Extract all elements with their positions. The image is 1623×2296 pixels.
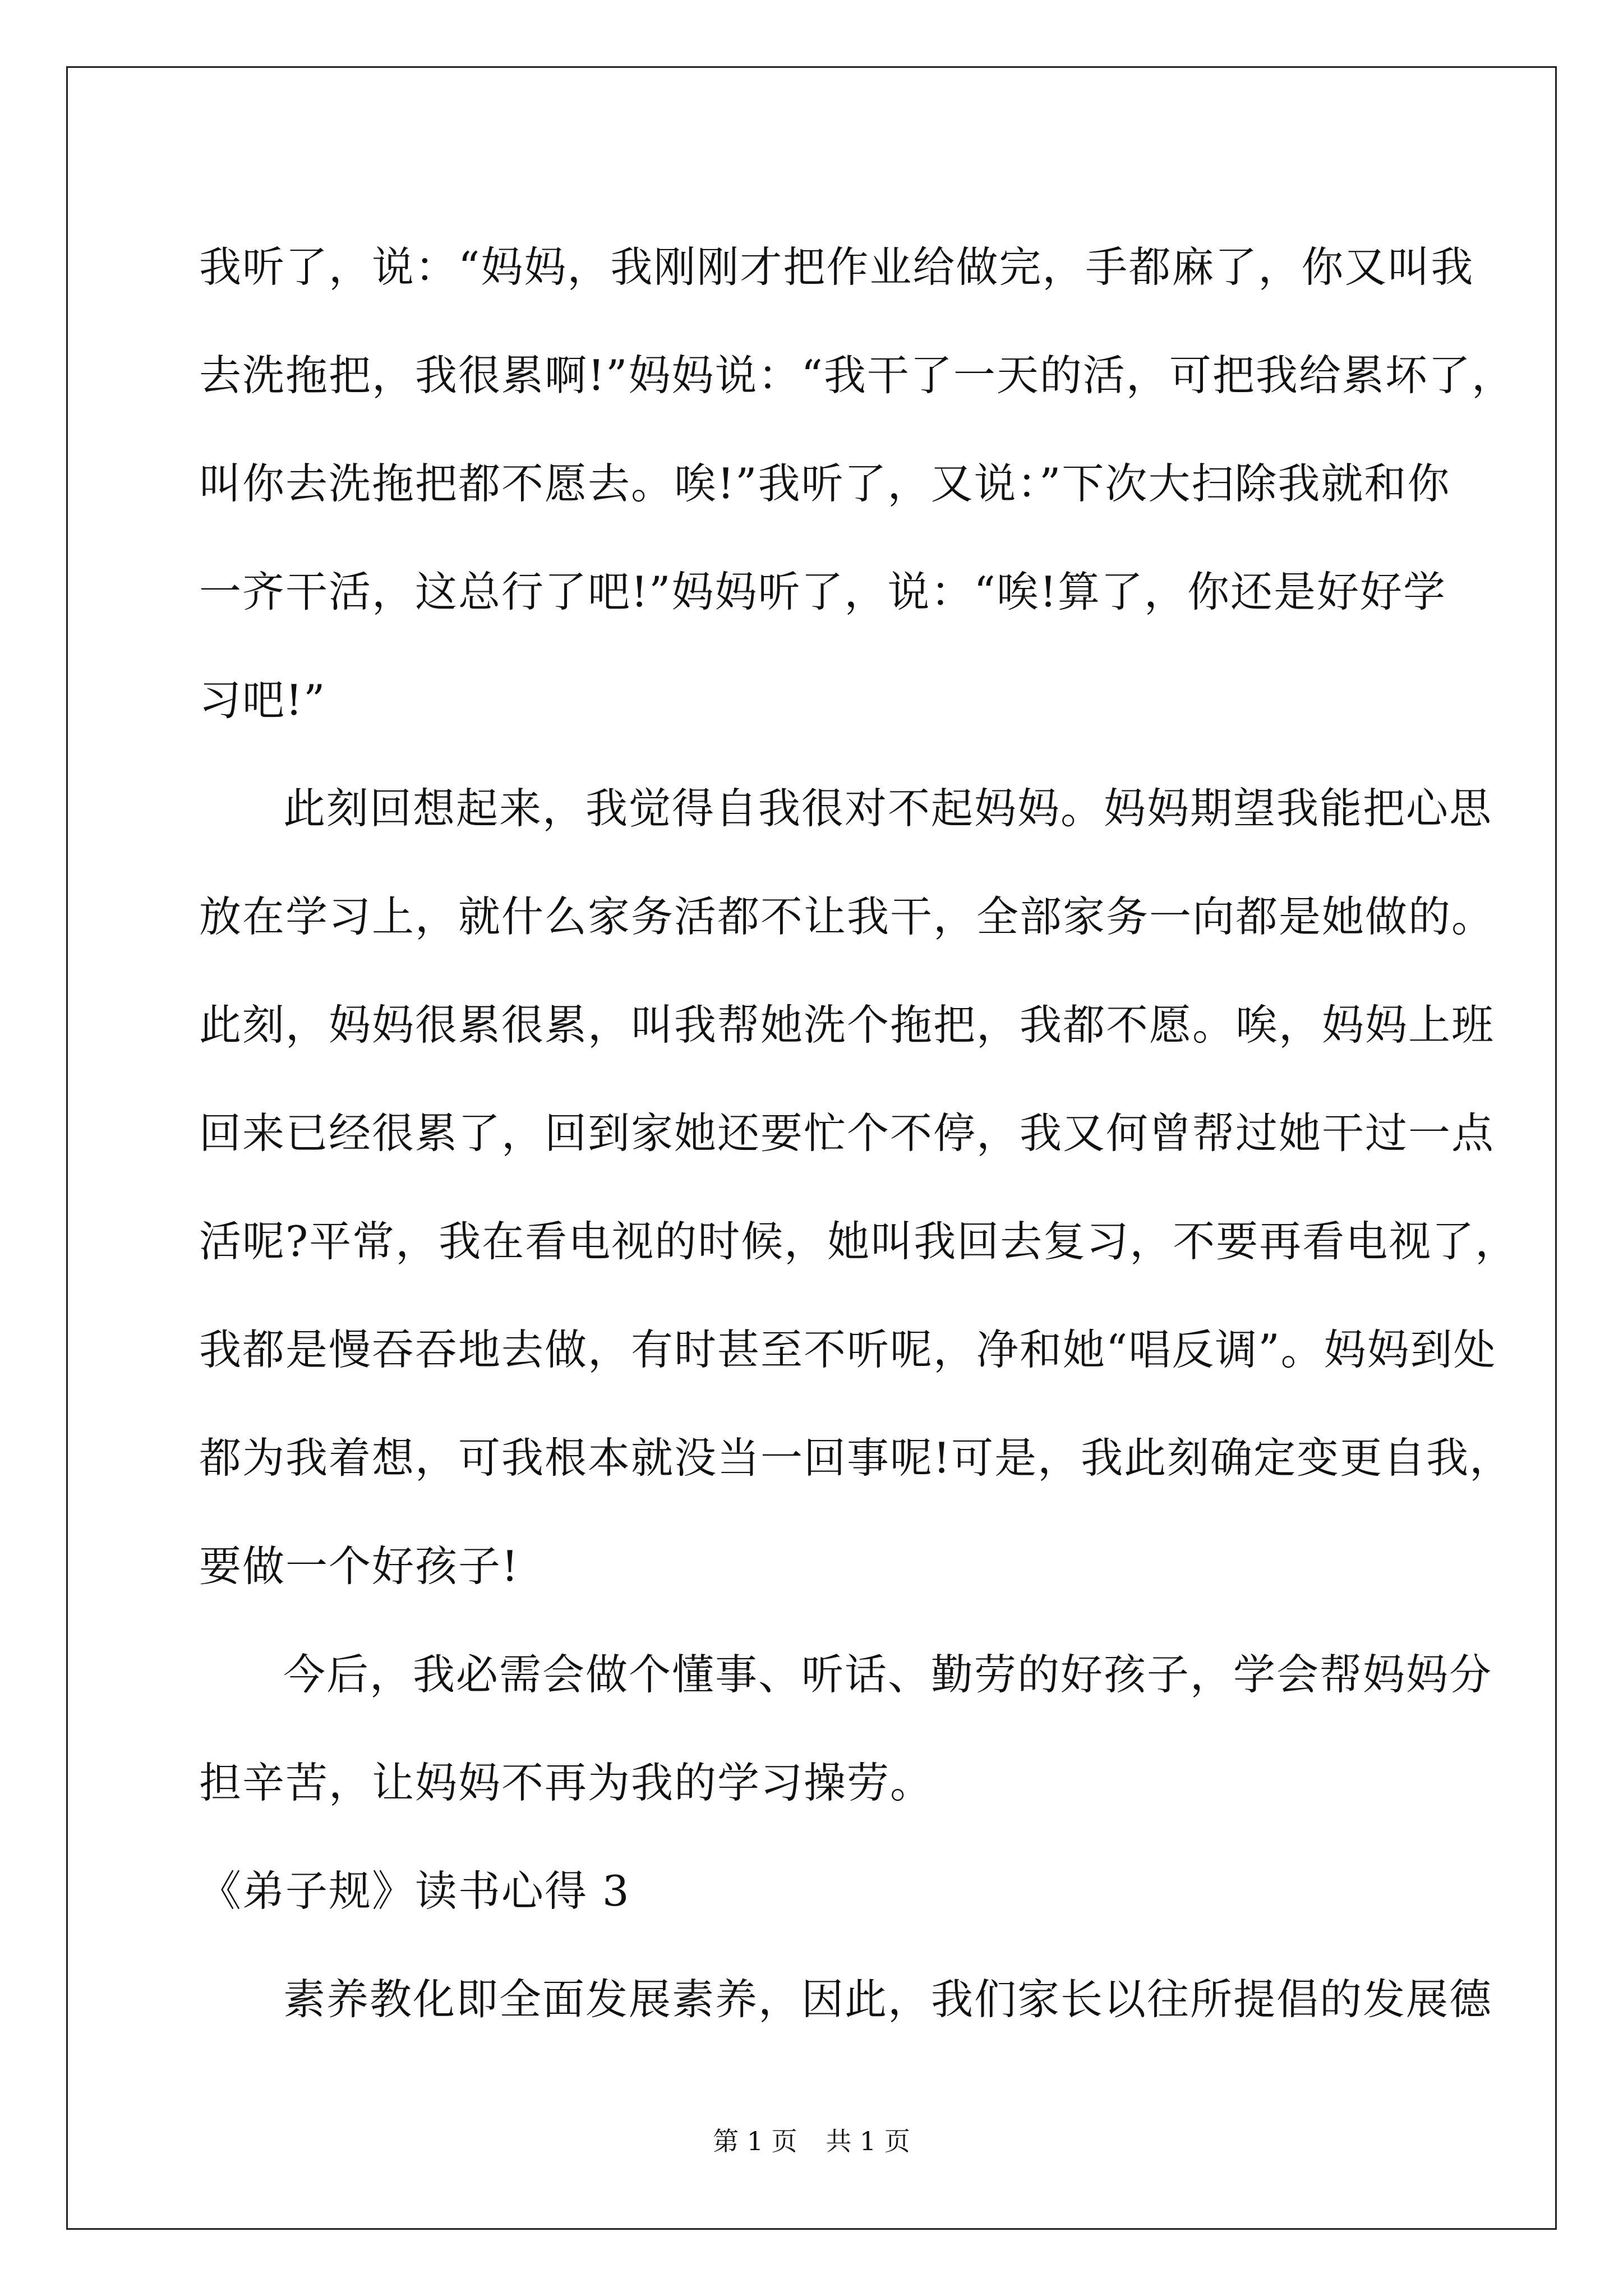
paragraph-line: 活呢?平常，我在看电视的时候，她叫我回去复习，不要再看电视了， [199, 1217, 1519, 1266]
document-body [199, 213, 1519, 2054]
paragraph-line: 素养教化即全面发展素养，因此，我们家长以往所提倡的发展德 [283, 1975, 1493, 2024]
paragraph-line: 今后，我必需会做个懂事、听话、勤劳的好孩子，学会帮妈妈分 [283, 1650, 1493, 1699]
paragraph-line: 叫你去洗拖把都不愿去。唉!”我听了，又说：”下次大扫除我就和你 [199, 459, 1451, 508]
paragraph-line: 都为我着想，可我根本就没当一回事呢!可是，我此刻确定变更自我， [199, 1433, 1513, 1483]
paragraph-2 [199, 754, 1519, 1621]
paragraph-line: 去洗拖把，我很累啊!”妈妈说：“我干了一天的活，可把我给累坏了， [199, 351, 1515, 400]
page-number: 第 1 页 [713, 2126, 797, 2156]
paragraph-line: 回来已经很累了，回到家她还要忙个不停，我又何曾帮过她干过一点 [199, 1108, 1495, 1158]
paragraph-line: 一齐干活，这总行了吧!”妈妈听了，说：“唉!算了，你还是好好学 [199, 567, 1446, 616]
section-heading-text: 《弟子规》读书心得 3 [199, 1866, 630, 1916]
paragraph-4 [199, 1945, 1493, 2054]
page-footer [0, 2124, 1623, 2158]
paragraph-3 [199, 1621, 1493, 1837]
paragraph-line: 此刻回想起来，我觉得自我很对不起妈妈。妈妈期望我能把心思 [283, 784, 1493, 833]
paragraph-line: 我都是慢吞吞地去做，有时甚至不听呢，净和她“唱反调”。妈妈到处 [199, 1325, 1497, 1374]
paragraph-line: 要做一个好孩子! [199, 1542, 520, 1591]
paragraph-line: 习吧!” [199, 675, 326, 725]
paragraph-line: 放在学习上，就什么家务活都不让我干，全部家务一向都是她做的。 [199, 892, 1495, 941]
paragraph-line: 此刻，妈妈很累很累，叫我帮她洗个拖把，我都不愿。唉，妈妈上班 [199, 1000, 1495, 1050]
paragraph-line: 我听了，说：“妈妈，我刚刚才把作业给做完，手都麻了，你又叫我 [199, 242, 1474, 292]
paragraph-line: 担辛苦，让妈妈不再为我的学习操劳。 [199, 1758, 934, 1807]
paragraph-1 [199, 213, 1515, 754]
page-total: 共 1 页 [826, 2126, 910, 2156]
section-heading [199, 1837, 1472, 1945]
